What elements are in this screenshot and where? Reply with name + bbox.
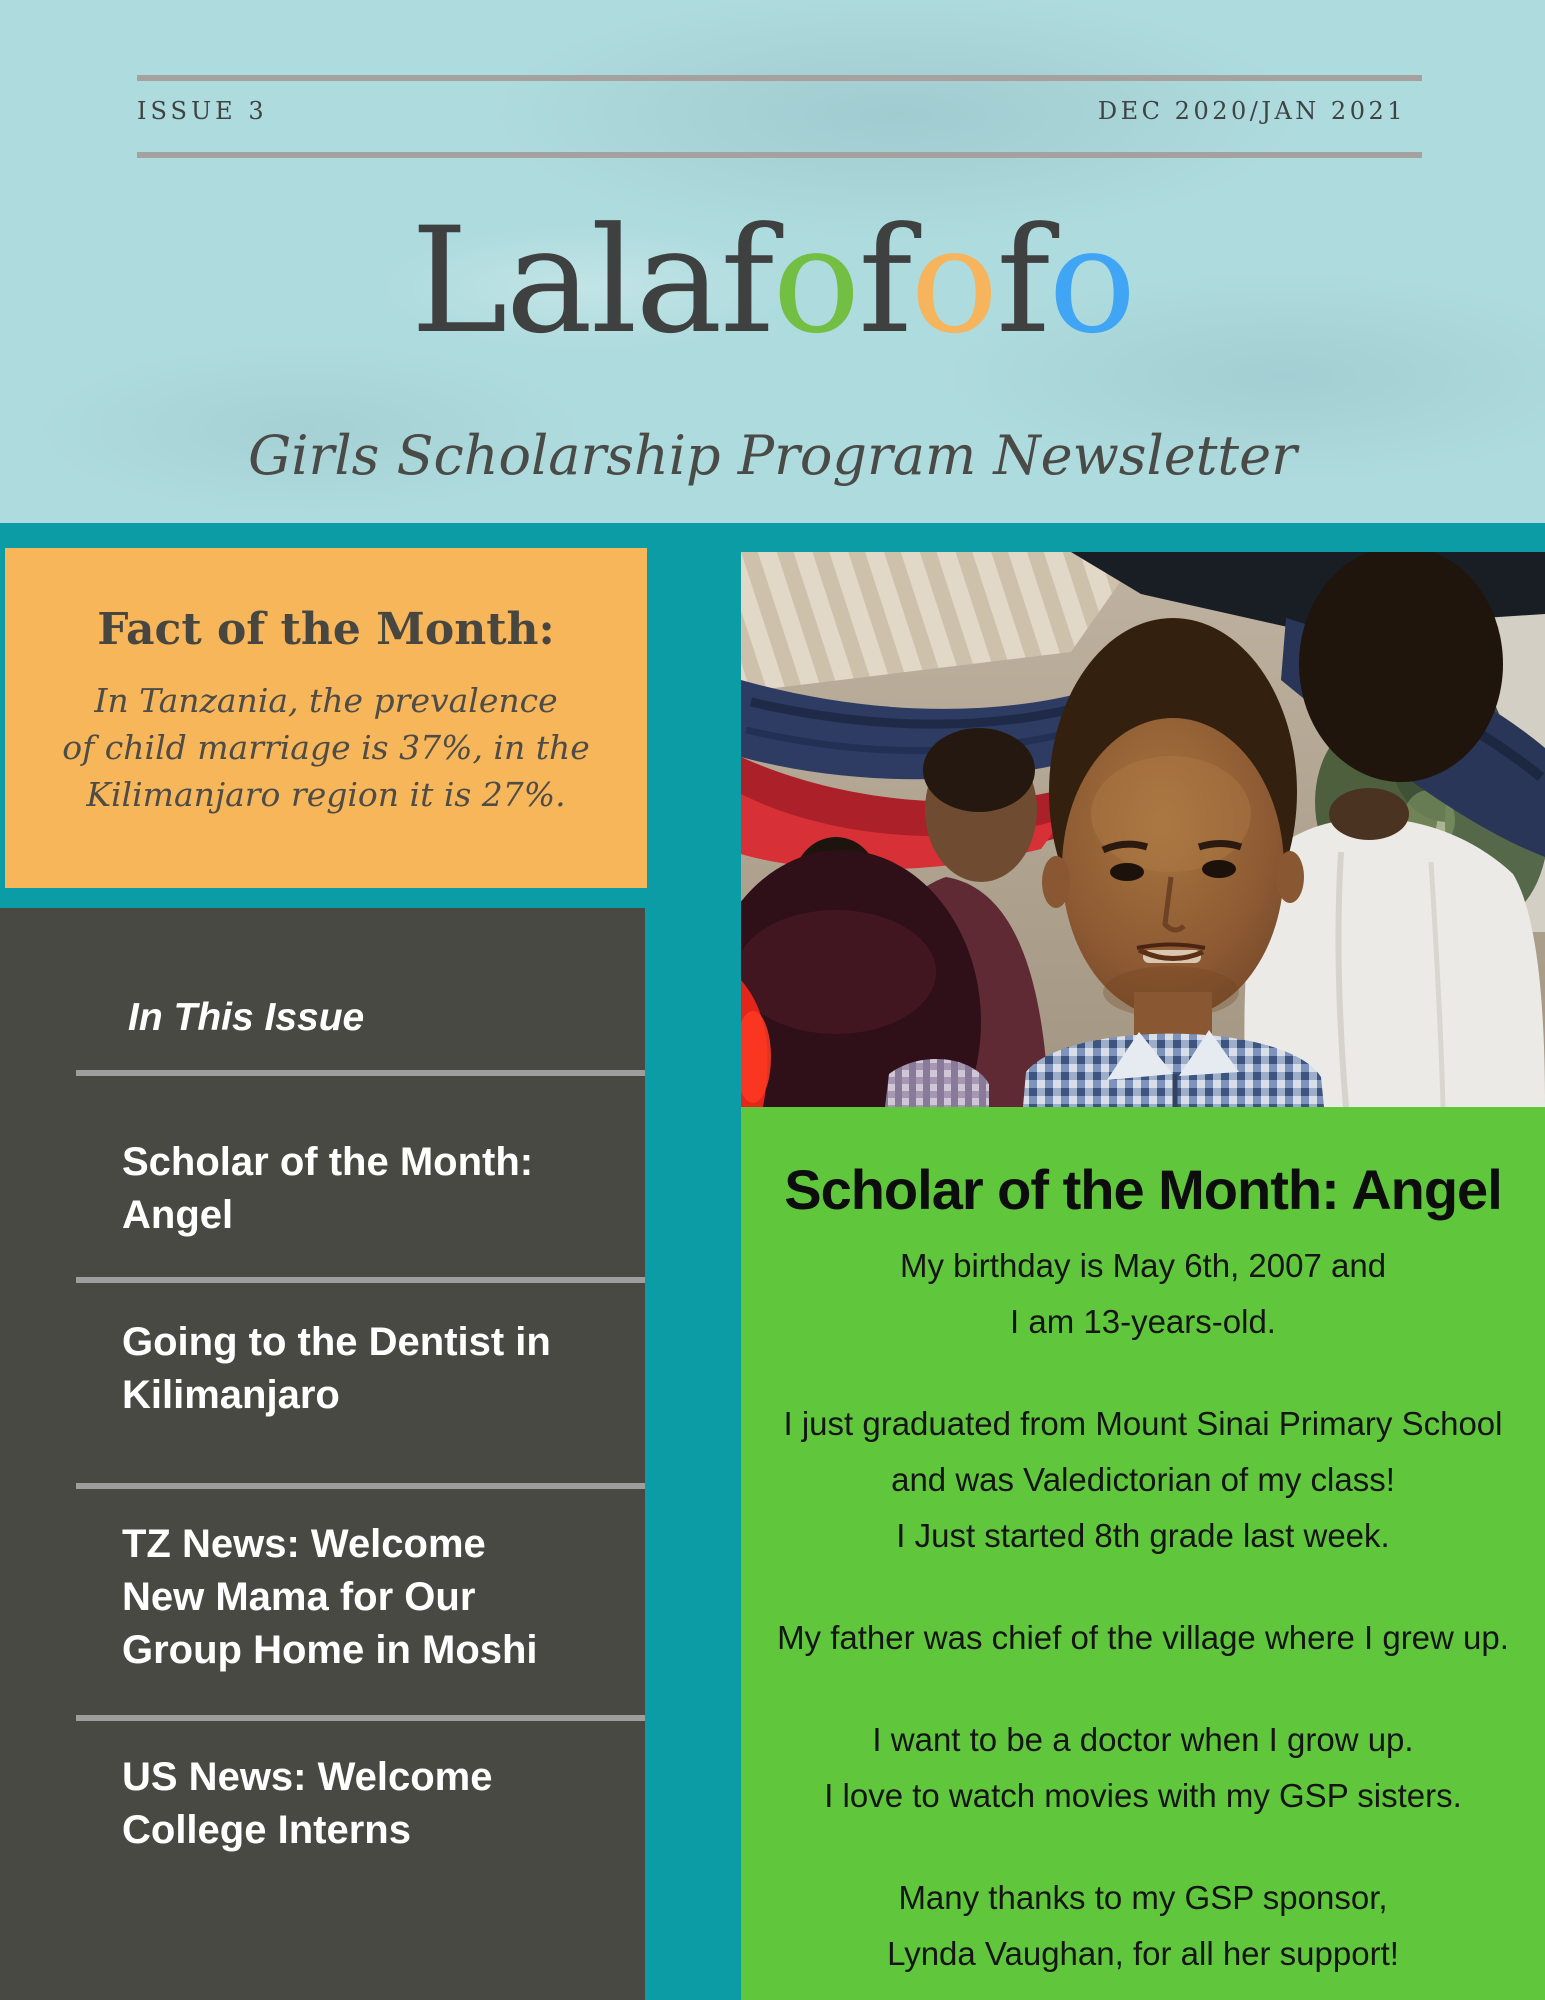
scholar-paragraph: I just graduated from Mount Sinai Primary School and was Valedictorian of my class! I Just started 8th grade last week. [783, 1405, 1503, 1554]
sidebar-item-dentist: Going to the Dentist in Kilimanjaro [122, 1320, 551, 1417]
scholar-paragraph: I want to be a doctor when I grow up. I love to watch movies with my GSP sisters. [824, 1721, 1462, 1814]
logo-letter-segment: Lalaf [410, 196, 773, 366]
header-top-rule [137, 75, 1422, 81]
sidebar-item-us-news: US News: Welcome College Interns [122, 1755, 493, 1852]
date-label: DEC 2020/JAN 2021 [1097, 97, 1406, 125]
sidebar-divider [76, 1277, 645, 1283]
sidebar-item-tz-news: TZ News: Welcome New Mama for Our Group Home in Moshi [122, 1522, 538, 1672]
header-bottom-rule [137, 152, 1422, 158]
fact-of-the-month-box [5, 548, 647, 888]
logo-letter-segment: f [996, 196, 1049, 366]
scholar-paragraph: My birthday is May 6th, 2007 and I am 13-years-old. [899, 1247, 1387, 1340]
sidebar-divider [76, 1483, 645, 1489]
sidebar-divider [76, 1070, 645, 1076]
scholar-photo [741, 552, 1545, 1107]
issue-label: ISSUE 3 [137, 97, 268, 125]
logo-letter-segment: f [858, 196, 911, 366]
fact-heading: Fact of the Month: [97, 604, 555, 655]
lalafofofo-logo [0, 196, 1545, 366]
newsletter-subtitle: Girls Scholarship Program Newsletter [248, 424, 1297, 487]
logo-letter-segment: o [910, 196, 997, 366]
scholar-heading: Scholar of the Month: Angel [784, 1158, 1502, 1221]
logo-letter-segment: o [772, 196, 859, 366]
sidebar-heading: In This Issue [128, 996, 365, 1039]
sidebar-divider [76, 1715, 645, 1721]
in-this-issue-sidebar [0, 908, 645, 2000]
header [0, 0, 1545, 523]
fact-text: In Tanzania, the prevalence of child marriage is 37%, in the Kilimanjaro region it is 27%. [62, 681, 590, 814]
scholar-paragraph: My father was chief of the village where I grew up. [777, 1619, 1509, 1656]
scholar-of-the-month-section [741, 1107, 1545, 2000]
logo-letter-segment: o [1048, 196, 1135, 366]
sidebar-item-scholar-of-the-month: Scholar of the Month: Angel [122, 1140, 534, 1237]
scholar-paragraph: Many thanks to my GSP sponsor, Lynda Vaughan, for all her support! [887, 1879, 1399, 1972]
